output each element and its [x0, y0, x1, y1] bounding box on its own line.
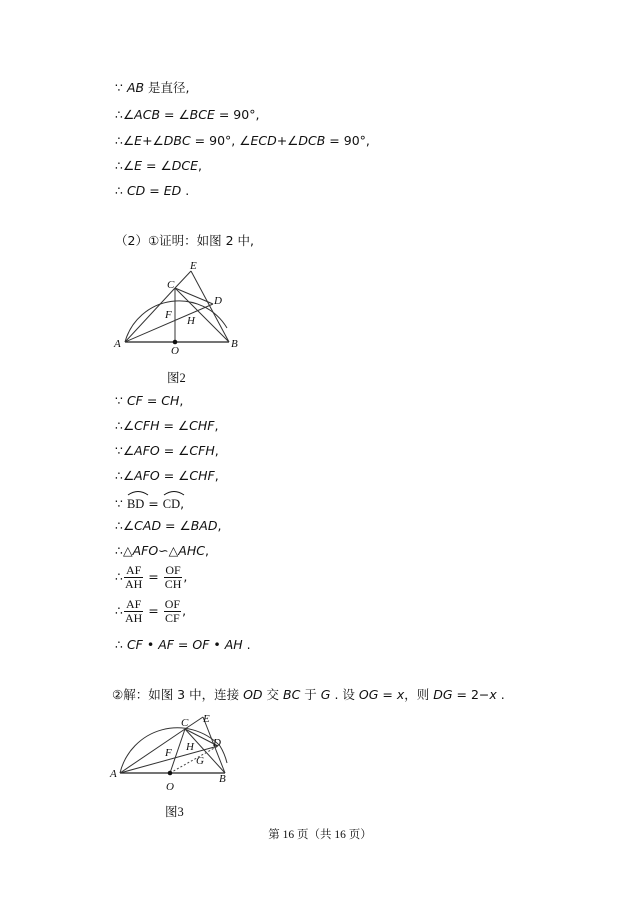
fig2-label-c: C	[167, 279, 175, 291]
p2-line-2: ∴∠CFH = ∠CHF,	[115, 418, 219, 433]
figure-3-caption: 图3	[165, 805, 184, 819]
arc-cd: CD	[163, 493, 180, 512]
p2-line-5: ∴∠CAD = ∠BAD,	[115, 518, 222, 533]
fig2-label-f: F	[165, 309, 172, 321]
fig3-label-c: C	[181, 717, 189, 729]
segment-co	[170, 729, 185, 773]
fig2-label-o: O	[171, 345, 179, 357]
figure-2	[105, 258, 255, 358]
p2-line-1: ∵ CF = CH,	[115, 393, 184, 408]
arc-bd: BD	[127, 493, 144, 512]
p1-line-2: ∴∠ACB = ∠BCE = 90°,	[115, 107, 260, 122]
fraction-of-cf: $\frac{OF}{CF}$	[164, 597, 181, 625]
segment-cd	[175, 288, 213, 304]
figure-2-caption: 图2	[167, 371, 186, 385]
p2-arc-line: ∵ BD = CD,	[115, 493, 184, 512]
page-footer: 第 16 页（共 16 页）	[268, 829, 372, 841]
fig3-label-g: G	[196, 755, 204, 767]
fig3-label-d: D	[213, 737, 221, 749]
segment-ce	[175, 271, 191, 288]
fig2-label-a: A	[114, 338, 121, 350]
p2-frac-line-1: ∴ $\frac{AF}{AH}$ = $\frac{OF}{CH}$ ,	[115, 563, 188, 591]
fig3-label-f: F	[165, 747, 172, 759]
fraction-af-ah: $\frac{AF}{AH}$	[124, 563, 143, 591]
fig3-label-o: O	[166, 781, 174, 793]
p1-line-4: ∴∠E = ∠DCE,	[115, 158, 202, 173]
fig2-label-b: B	[231, 338, 238, 350]
p2-line-6: ∴△AFO∽△AHC,	[115, 543, 209, 558]
segment-eb	[191, 271, 229, 342]
segment-ac	[120, 729, 185, 773]
fig3-label-a: A	[110, 768, 117, 780]
fig2-label-d: D	[214, 295, 222, 307]
p1-line-3: ∴∠E+∠DBC = 90°, ∠ECD+∠DCB = 90°,	[115, 133, 370, 148]
p2-frac-line-2: ∴ $\frac{AF}{AH}$ = $\frac{OF}{CF}$ ,	[115, 597, 187, 625]
p2-line-7: ∴ CF • AF = OF • AH .	[115, 637, 251, 652]
fig3-label-h: H	[186, 741, 194, 753]
part2-heading: （2）①证明：如图 2 中,	[115, 233, 255, 248]
fig2-label-h: H	[187, 315, 195, 327]
point-o	[173, 340, 178, 345]
p1-line-5: ∴ CD = ED .	[115, 183, 190, 198]
p2-line-3: ∵∠AFO = ∠CFH,	[115, 443, 219, 458]
segment-od-dotted	[170, 746, 218, 773]
point-o	[168, 771, 173, 776]
fraction-af-ah-2: $\frac{AF}{AH}$	[124, 597, 143, 625]
figure-3	[105, 708, 255, 800]
p1-line-1: ∵ AB 是直径,	[115, 80, 190, 95]
fig2-label-e: E	[190, 260, 197, 272]
fig3-label-e: E	[203, 713, 210, 725]
fig3-label-b: B	[219, 773, 226, 785]
p2-line-4: ∴∠AFO = ∠CHF,	[115, 468, 219, 483]
fraction-of-ch: $\frac{OF}{CH}$	[164, 563, 182, 591]
part3-line: ②解：如图 3 中，连接 OD 交 BC 于 G . 设 OG = x，则 DG = 2−x .	[112, 687, 505, 702]
